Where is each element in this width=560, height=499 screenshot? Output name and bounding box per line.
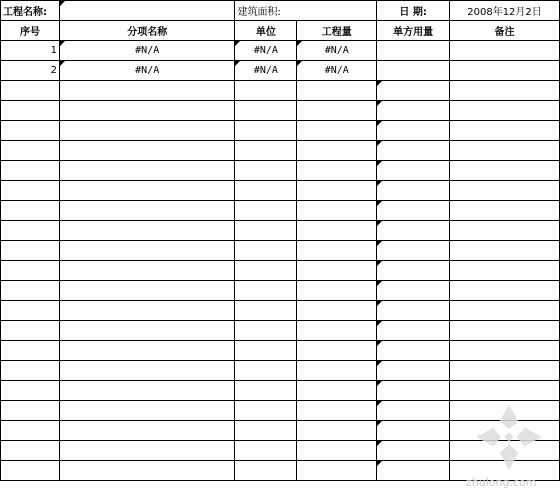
info-row: [1, 1, 560, 21]
table-row: [1, 181, 560, 201]
row-number-cell[interactable]: [1, 401, 60, 421]
row-number-cell[interactable]: 2: [1, 61, 60, 81]
unit-value: #N/A: [253, 45, 278, 56]
item-name-cell[interactable]: [59, 301, 235, 321]
quantity-cell[interactable]: [297, 221, 377, 241]
comment-marker: [377, 381, 382, 386]
comment-marker: [377, 101, 382, 106]
unit-cell[interactable]: [235, 301, 297, 321]
remarks-cell[interactable]: [450, 141, 560, 161]
quantity-cell[interactable]: [297, 281, 377, 301]
row-number-cell[interactable]: 1: [1, 41, 60, 61]
unit-usage-cell[interactable]: [377, 201, 450, 221]
quantity-cell[interactable]: [297, 101, 377, 121]
col-header-unit-usage: 单方用量: [377, 21, 450, 41]
comment-marker: [235, 41, 240, 46]
row-number-cell[interactable]: [1, 221, 60, 241]
comment-marker: [377, 341, 382, 346]
row-number-cell[interactable]: [1, 241, 60, 261]
remarks-cell[interactable]: [450, 161, 560, 181]
watermark-logo-icon: [470, 398, 548, 476]
project-name-label: 工程名称:: [1, 1, 60, 21]
comment-marker: [377, 321, 382, 326]
quantity-cell[interactable]: [297, 461, 377, 481]
item-name-cell[interactable]: [59, 401, 235, 421]
item-name-cell[interactable]: [59, 261, 235, 281]
remarks-cell[interactable]: [450, 101, 560, 121]
comment-marker: [377, 461, 382, 466]
unit-cell[interactable]: [235, 421, 297, 441]
quantity-cell[interactable]: [297, 421, 377, 441]
unit-usage-cell[interactable]: [377, 421, 450, 441]
quantity-cell[interactable]: [297, 381, 377, 401]
item-name-cell[interactable]: [59, 461, 235, 481]
quantity-cell[interactable]: [297, 61, 377, 81]
quantity-value: #N/A: [324, 65, 349, 76]
unit-usage-cell[interactable]: [377, 281, 450, 301]
row-number-cell[interactable]: [1, 161, 60, 181]
col-header-item-name: 分项名称: [59, 21, 235, 41]
comment-marker: [377, 301, 382, 306]
table-row: [1, 81, 560, 101]
col-header-number: 序号: [1, 21, 60, 41]
row-number-cell[interactable]: [1, 181, 60, 201]
unit-cell[interactable]: [235, 241, 297, 261]
unit-cell[interactable]: [235, 281, 297, 301]
quantity-cell[interactable]: [297, 41, 377, 61]
item-name-cell[interactable]: [59, 141, 235, 161]
remarks-cell[interactable]: [450, 201, 560, 221]
unit-usage-cell[interactable]: [377, 161, 450, 181]
unit-usage-cell[interactable]: [377, 361, 450, 381]
remarks-cell[interactable]: [450, 361, 560, 381]
unit-usage-cell[interactable]: [377, 61, 450, 81]
remarks-cell[interactable]: [450, 341, 560, 361]
unit-cell[interactable]: [235, 81, 297, 101]
quantity-cell[interactable]: [297, 81, 377, 101]
remarks-cell[interactable]: [450, 181, 560, 201]
table-row: [1, 161, 560, 181]
row-number-cell[interactable]: [1, 261, 60, 281]
unit-cell[interactable]: [235, 141, 297, 161]
comment-marker: [60, 1, 65, 6]
item-name-cell[interactable]: [59, 221, 235, 241]
remarks-cell[interactable]: [450, 241, 560, 261]
unit-cell[interactable]: [235, 341, 297, 361]
unit-cell[interactable]: [235, 201, 297, 221]
unit-cell[interactable]: [235, 401, 297, 421]
quantity-cell[interactable]: [297, 301, 377, 321]
quantity-value: #N/A: [324, 45, 349, 56]
unit-value: #N/A: [253, 65, 278, 76]
table-row: [1, 261, 560, 281]
row-number-cell[interactable]: [1, 141, 60, 161]
building-area-label: 建筑面积:: [235, 1, 377, 21]
row-number-cell[interactable]: [1, 201, 60, 221]
row-number-cell[interactable]: [1, 361, 60, 381]
item-name-cell[interactable]: [59, 321, 235, 341]
table-row: [1, 41, 560, 61]
comment-marker: [377, 161, 382, 166]
unit-cell[interactable]: [235, 101, 297, 121]
item-name-cell[interactable]: [59, 101, 235, 121]
quantity-cell[interactable]: [297, 341, 377, 361]
unit-cell[interactable]: [235, 181, 297, 201]
item-name-cell[interactable]: [59, 281, 235, 301]
row-number-cell[interactable]: [1, 421, 60, 441]
table-row: [1, 301, 560, 321]
remarks-cell[interactable]: [450, 61, 560, 81]
quantity-cell[interactable]: [297, 161, 377, 181]
unit-usage-cell[interactable]: [377, 221, 450, 241]
unit-cell[interactable]: [235, 441, 297, 461]
comment-marker: [377, 141, 382, 146]
watermark-text: zhulong.com: [466, 476, 537, 489]
comment-marker: [297, 61, 302, 66]
unit-cell[interactable]: [235, 321, 297, 341]
quantity-cell[interactable]: [297, 321, 377, 341]
unit-usage-cell[interactable]: [377, 141, 450, 161]
table-row: [1, 281, 560, 301]
quantity-cell[interactable]: [297, 121, 377, 141]
row-number-cell[interactable]: [1, 381, 60, 401]
quantity-cell[interactable]: [297, 441, 377, 461]
table-row: [1, 141, 560, 161]
unit-cell[interactable]: [235, 461, 297, 481]
comment-marker: [60, 41, 65, 46]
project-name-cell[interactable]: [59, 1, 235, 21]
table-row: [1, 101, 560, 121]
item-name-cell[interactable]: [59, 41, 235, 61]
column-header-row: [1, 21, 560, 41]
item-name-cell[interactable]: [59, 341, 235, 361]
comment-marker: [377, 261, 382, 266]
table-row: [1, 61, 560, 81]
row-number-cell[interactable]: [1, 281, 60, 301]
unit-usage-cell[interactable]: [377, 381, 450, 401]
unit-cell[interactable]: [235, 381, 297, 401]
item-name-cell[interactable]: [59, 441, 235, 461]
item-name-cell[interactable]: [59, 381, 235, 401]
unit-usage-cell[interactable]: [377, 41, 450, 61]
unit-cell[interactable]: [235, 161, 297, 181]
comment-marker: [377, 201, 382, 206]
comment-marker: [60, 61, 65, 66]
unit-usage-cell[interactable]: [377, 401, 450, 421]
col-header-remarks: 备注: [450, 21, 560, 41]
unit-usage-cell[interactable]: [377, 461, 450, 481]
item-name-cell[interactable]: [59, 361, 235, 381]
quantity-cell[interactable]: [297, 141, 377, 161]
remarks-cell[interactable]: [450, 321, 560, 341]
quantity-cell[interactable]: [297, 201, 377, 221]
unit-usage-cell[interactable]: [377, 441, 450, 461]
date-value[interactable]: 2008年12月2日: [450, 1, 560, 21]
item-name-cell[interactable]: [59, 201, 235, 221]
comment-marker: [377, 181, 382, 186]
quantity-cell[interactable]: [297, 181, 377, 201]
comment-marker: [377, 441, 382, 446]
date-label: 日 期:: [377, 1, 450, 21]
quantity-cell[interactable]: [297, 261, 377, 281]
row-number-cell[interactable]: [1, 321, 60, 341]
comment-marker: [377, 281, 382, 286]
item-name-value: #N/A: [135, 65, 160, 76]
row-number-cell[interactable]: [1, 101, 60, 121]
item-name-cell[interactable]: [59, 421, 235, 441]
comment-marker: [377, 81, 382, 86]
remarks-cell[interactable]: [450, 221, 560, 241]
unit-usage-cell[interactable]: [377, 121, 450, 141]
comment-marker: [297, 41, 302, 46]
comment-marker: [377, 121, 382, 126]
item-name-value: #N/A: [135, 45, 160, 56]
unit-cell[interactable]: [235, 221, 297, 241]
unit-cell[interactable]: [235, 41, 297, 61]
remarks-cell[interactable]: [450, 81, 560, 101]
item-name-cell[interactable]: [59, 161, 235, 181]
item-name-cell[interactable]: [59, 181, 235, 201]
comment-marker: [377, 241, 382, 246]
remarks-cell[interactable]: [450, 301, 560, 321]
row-number-cell[interactable]: [1, 81, 60, 101]
remarks-cell[interactable]: [450, 41, 560, 61]
comment-marker: [377, 421, 382, 426]
unit-usage-cell[interactable]: [377, 241, 450, 261]
comment-marker: [377, 401, 382, 406]
comment-marker: [235, 61, 240, 66]
row-number-cell[interactable]: [1, 301, 60, 321]
item-name-cell[interactable]: [59, 61, 235, 81]
unit-cell[interactable]: [235, 61, 297, 81]
table-row: [1, 241, 560, 261]
unit-usage-cell[interactable]: [377, 181, 450, 201]
row-number-cell[interactable]: [1, 441, 60, 461]
remarks-cell[interactable]: [450, 281, 560, 301]
item-name-cell[interactable]: [59, 241, 235, 261]
quantity-cell[interactable]: [297, 241, 377, 261]
remarks-cell[interactable]: [450, 261, 560, 281]
item-name-cell[interactable]: [59, 121, 235, 141]
unit-usage-cell[interactable]: [377, 301, 450, 321]
col-header-quantity: 工程量: [297, 21, 377, 41]
unit-usage-cell[interactable]: [377, 341, 450, 361]
table-row: [1, 221, 560, 241]
row-number-cell[interactable]: [1, 121, 60, 141]
table-row: [1, 361, 560, 381]
remarks-cell[interactable]: [450, 121, 560, 141]
unit-usage-cell[interactable]: [377, 321, 450, 341]
table-row: [1, 321, 560, 341]
row-number-cell[interactable]: [1, 461, 60, 481]
col-header-unit: 单位: [235, 21, 297, 41]
unit-usage-cell[interactable]: [377, 101, 450, 121]
quantity-cell[interactable]: [297, 361, 377, 381]
comment-marker: [377, 361, 382, 366]
unit-cell[interactable]: [235, 361, 297, 381]
row-number-cell[interactable]: [1, 341, 60, 361]
table-row: [1, 201, 560, 221]
unit-usage-cell[interactable]: [377, 261, 450, 281]
item-name-cell[interactable]: [59, 81, 235, 101]
unit-cell[interactable]: [235, 121, 297, 141]
table-row: [1, 121, 560, 141]
unit-cell[interactable]: [235, 261, 297, 281]
unit-usage-cell[interactable]: [377, 81, 450, 101]
comment-marker: [377, 221, 382, 226]
quantity-cell[interactable]: [297, 401, 377, 421]
table-row: [1, 341, 560, 361]
